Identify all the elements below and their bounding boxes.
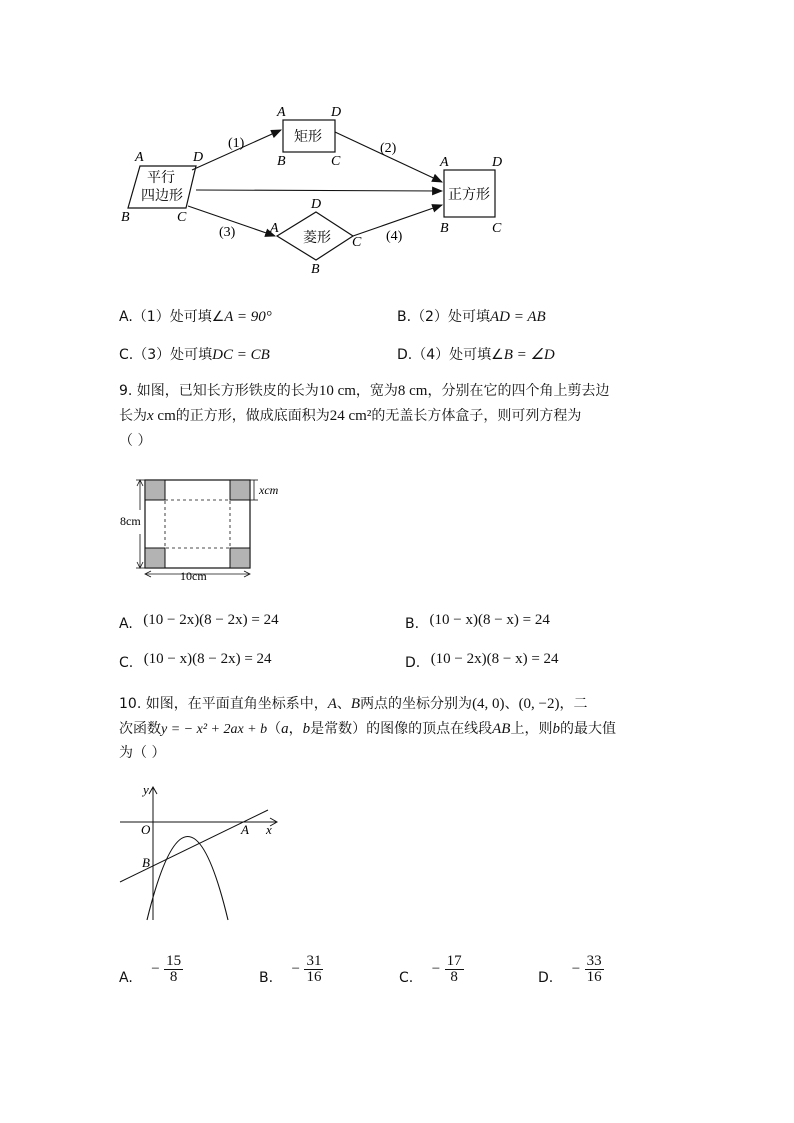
square-vertex-c: C (492, 221, 502, 236)
q10-coord-b: (0, −2) (518, 696, 560, 712)
parallelogram-vertex-a: A (135, 150, 144, 165)
q10-point-b: B (350, 696, 361, 712)
q9-line-3: （ ） (119, 433, 152, 449)
arrow-2 (335, 132, 442, 182)
numerator: 33 (586, 953, 602, 969)
q9-text: 9. 如图，已知长方形铁皮的长为 (119, 383, 319, 399)
q10-text: 是常数）的图像的顶点在线段 (310, 721, 493, 737)
q10-option-d-fraction (585, 954, 604, 985)
q10-option-d (538, 954, 604, 985)
q10-option-b (259, 954, 323, 985)
q9-unit: cm (153, 408, 176, 424)
q10-text: 、 (504, 696, 519, 712)
square-vertex-a: A (440, 155, 449, 170)
q8-option-b (397, 306, 546, 326)
q10-function: y = − x² + 2ax + b (161, 722, 268, 737)
denominator: 8 (450, 969, 458, 985)
q9-text: 的正方形，做成底面积为 (175, 408, 330, 424)
q8-option-d-letter: D. (397, 347, 413, 363)
q9-line-1 (119, 381, 609, 401)
point-b-label: B (142, 855, 150, 870)
q10-text: 两点的坐标分别为 (360, 696, 473, 712)
quadrilateral-flow-diagram (0, 0, 794, 300)
arrow-direct (196, 190, 442, 191)
square-label: 正方形 (448, 188, 490, 203)
point-a-label: A (241, 822, 249, 837)
rhombus-label: 菱形 (303, 231, 331, 246)
rhombus-vertex-d: D (311, 197, 322, 212)
arrow-4-label: (4) (386, 229, 403, 244)
q10-line-2 (119, 719, 616, 740)
q10-option-d-sign: − (571, 961, 581, 977)
parallelogram-vertex-d: D (193, 150, 204, 165)
x-axis-label: x (266, 822, 272, 837)
q9-option-b (405, 612, 550, 633)
q8-option-c-letter: C. (119, 347, 134, 363)
q10-option-a (119, 954, 183, 985)
parallelogram-vertex-c: C (177, 210, 187, 225)
q10-text: 的最大值 (559, 721, 616, 737)
q10-option-c (399, 954, 464, 985)
numerator: 17 (446, 953, 462, 969)
square-vertex-d: D (492, 155, 503, 170)
q10-option-a-fraction (164, 954, 183, 985)
rhombus-vertex-b: B (311, 262, 320, 277)
corner-square-br (230, 548, 250, 568)
corner-square-tr (230, 480, 250, 500)
corner-square-bl (145, 548, 165, 568)
width-label: 10cm (180, 569, 207, 583)
q8-option-c-expr: DC = CB (212, 347, 270, 363)
origin-label: O (141, 822, 151, 837)
arrow-3-label: (3) (219, 225, 236, 240)
q8-option-b-expr: AD = AB (489, 309, 546, 325)
q10-option-b-letter: B. (259, 969, 274, 986)
arrow-2-label: (2) (380, 141, 397, 156)
q10-option-c-letter: C. (399, 969, 414, 986)
q10-text: ， (288, 721, 303, 737)
segment-ab-line (120, 810, 268, 882)
q9-text: ，宽为 (355, 383, 398, 399)
q8-option-b-letter: B. (397, 309, 412, 325)
q9-text: 长为 (119, 408, 147, 424)
arrow-1-label: (1) (228, 136, 245, 151)
q9-variable: x (147, 408, 154, 424)
q8-option-a (119, 306, 272, 326)
denominator: 16 (306, 969, 322, 985)
q10-option-a-sign: − (151, 961, 160, 977)
rectangle-label: 矩形 (294, 130, 322, 145)
rectangle-vertex-c: C (331, 154, 341, 169)
parallelogram-vertex-b: B (121, 210, 130, 225)
q10-line-1 (119, 694, 588, 714)
y-axis-label: y (143, 782, 149, 797)
q9-length: 10 cm (318, 383, 356, 399)
q9-option-c (119, 651, 272, 672)
q10-option-c-fraction (445, 954, 464, 985)
q9-width: 8 cm (397, 383, 428, 399)
q9-option-a-letter: A. (119, 616, 133, 632)
q10-coord-a: (4, 0) (472, 696, 505, 712)
q10-var-b: b (302, 721, 311, 737)
q8-option-b-text: （2）处可填 (411, 309, 490, 325)
parallelogram-label-2: 四边形 (141, 189, 183, 204)
q9-box-figure (120, 470, 320, 585)
numerator: 31 (306, 953, 322, 969)
q10-line-3: 为（ ） (119, 745, 166, 761)
q10-coordinate-figure (110, 780, 290, 925)
q9-option-a-expr: (10 − 2x)(8 − 2x) = 24 (143, 612, 279, 628)
q10-segment: AB (492, 721, 511, 737)
rectangle-vertex-b: B (277, 154, 286, 169)
q10-text: 、 (336, 696, 351, 712)
q9-option-d-letter: D. (405, 655, 421, 671)
q10-text: 上，则 (510, 721, 553, 737)
q10-option-b-sign: − (291, 961, 300, 977)
q10-var-a: a (281, 721, 289, 737)
q8-option-d-text: （4）处可填∠ (412, 347, 504, 363)
x-label: xcm (259, 483, 279, 497)
q9-option-c-expr: (10 − x)(8 − 2x) = 24 (143, 651, 272, 667)
q8-option-c-text: （3）处可填 (133, 347, 213, 363)
denominator: 16 (586, 969, 602, 985)
q10-text: （ (267, 721, 282, 737)
rhombus-vertex-a: A (270, 221, 279, 236)
square-vertex-b: B (440, 221, 449, 236)
rectangle-vertex-d: D (331, 105, 342, 120)
q9-text: 的无盖长方体盒子，则可列方程为 (371, 408, 582, 424)
corner-square-tl (145, 480, 165, 500)
q9-option-b-expr: (10 − x)(8 − x) = 24 (429, 612, 550, 628)
q9-option-a (119, 612, 279, 633)
height-label: 8cm (120, 514, 141, 528)
q8-option-d (397, 344, 555, 364)
q10-var-b: b (552, 721, 560, 737)
q9-option-d (405, 651, 559, 672)
numerator: 15 (166, 953, 182, 969)
parallelogram-label-1: 平行 (147, 171, 175, 186)
q9-line-2 (119, 406, 581, 426)
q10-option-b-fraction (304, 954, 323, 985)
q10-option-a-letter: A. (119, 969, 133, 986)
q8-option-a-expr: A = 90° (224, 309, 272, 325)
q8-option-a-text: （1）处可填∠ (132, 309, 225, 325)
q9-option-d-expr: (10 − 2x)(8 − x) = 24 (430, 651, 559, 667)
q10-option-d-letter: D. (538, 969, 554, 986)
q10-text: 10. 如图，在平面直角坐标系中， (119, 696, 328, 712)
q8-option-a-letter: A. (119, 309, 133, 325)
rectangle-vertex-a: A (277, 105, 286, 120)
q9-text: ，分别在它的四个角上剪去边 (427, 383, 610, 399)
q9-option-c-letter: C. (119, 655, 134, 671)
q9-option-b-letter: B. (405, 616, 420, 632)
rhombus-vertex-c: C (352, 235, 362, 250)
q9-area: 24 cm² (329, 408, 372, 424)
q10-option-c-sign: − (431, 961, 441, 977)
q10-text: 次函数 (119, 721, 161, 737)
q10-point-a: A (327, 696, 337, 712)
q8-option-d-expr: B = ∠D (503, 347, 555, 363)
fold-lines (165, 500, 230, 548)
q8-option-c (119, 344, 270, 364)
denominator: 8 (169, 969, 178, 985)
q10-text: ，二 (559, 696, 588, 712)
